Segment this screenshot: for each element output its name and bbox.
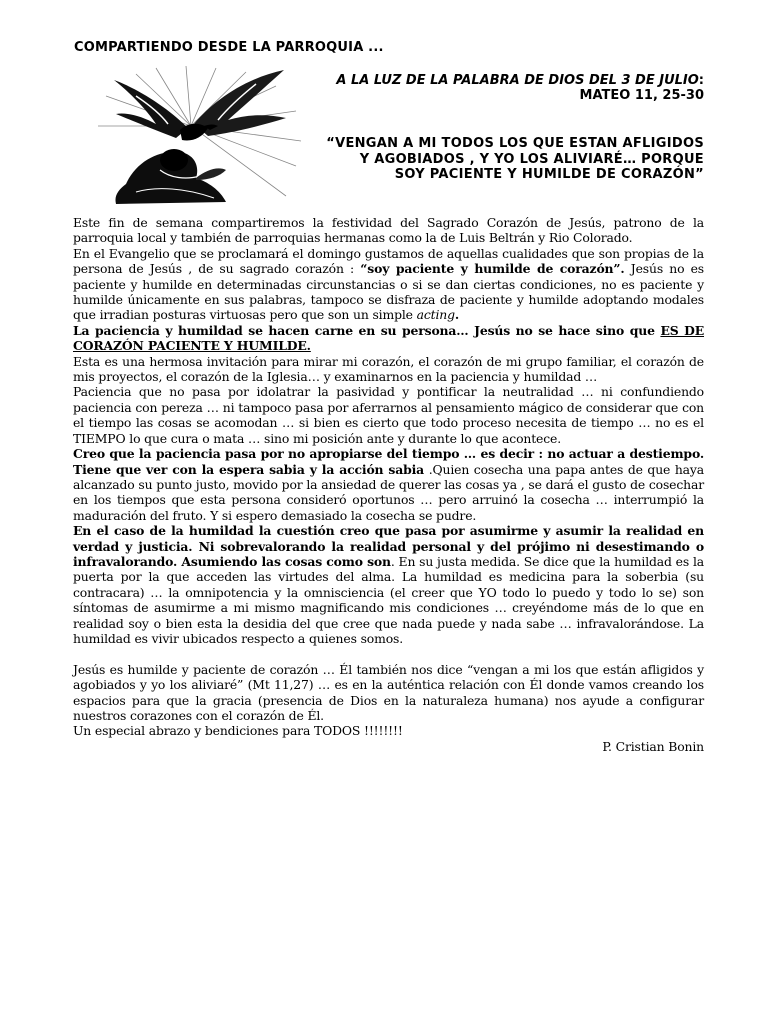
reading-colon: : <box>698 73 704 88</box>
paragraph-patience: Paciencia que no pasa por idolatrar la pasividad y pontificar la neutralidad … ni confundiendo paciencia con pereza … ni tampoco pasa por aferrarnos al pensamiento mágico de considerar que con el tiempo las cosas se acomodan … si bien es cierto que todo proceso necesita de tiempo … no es el TIEMPO lo que cura o mata … sino mi posición ante y durante lo que acontece. <box>73 384 704 446</box>
reading-title <box>336 73 704 88</box>
paragraph-greeting: Un especial abrazo y bendiciones para TODOS !!!!!!!! <box>73 723 403 739</box>
italic-word: acting <box>416 307 455 323</box>
quote-line: Y AGOBIADOS , Y YO LOS ALIVIARÉ… PORQUE <box>359 151 704 167</box>
quote-line: “VENGAN A MI TODOS LOS QUE ESTAN AFLIGIDOS <box>326 136 704 151</box>
signature: P. Cristian Bonin <box>602 738 704 754</box>
paragraph-text: En el Evangelio que se proclamará el domingo gustamos de aquellas cualidades que son propias de la persona de Jesús , de su sagrado corazón : <box>73 245 704 277</box>
dove-and-praying-figure-icon <box>96 66 306 210</box>
paragraph-gospel <box>73 246 704 323</box>
paragraph-time <box>73 446 704 523</box>
bold-statement: Creo que la paciencia pasa por no apropiarse del tiempo … es decir : no actuar a destiempo. Tiene que ver con la espera sabia y la acción sabia <box>73 446 704 477</box>
quote-line: SOY PACIENTE Y HUMILDE DE CORAZÓN” <box>394 167 704 182</box>
paragraph-closing: Jesús es humilde y paciente de corazón … Él también nos dice “vengan a mi los que están afligidos y agobiados y yo los aliviaré” (Mt 11,27) … es en la auténtica relación con Él donde vamos creando los espacios para que la gracia (presencia de Dios en la naturaleza humana) nos ayude a configurar nuestros corazones con el corazón de Él. <box>73 661 704 723</box>
paragraph-spacer <box>73 646 704 661</box>
paragraph-heart <box>73 323 704 354</box>
gospel-quote <box>284 136 704 183</box>
reading-title-text: A LA LUZ DE LA PALABRA DE DIOS DEL 3 DE JULIO <box>336 73 699 88</box>
page-title: COMPARTIENDO DESDE LA PARROQUIA ... <box>74 40 384 55</box>
bold-statement: La paciencia y humildad se hacen carne en su persona… Jesús no se hace sino que <box>73 322 661 338</box>
paragraph-text: .Quien cosecha una papa antes de que haya alcanzado su punto justo, movido por la ansiedad de querer las cosas ya , se dará el gusto de cosechar en los tiempos que esta persona consideró oportunos … pero arruinó la cosecha … interrumpió la maduración del fruto. Y si espero demasiado la cosecha se pudre. <box>73 461 705 523</box>
paragraph-text: . <box>454 307 460 323</box>
reading-reference: MATEO 11, 25-30 <box>579 88 704 103</box>
paragraph-invitation: Esta es una hermosa invitación para mirar mi corazón, el corazón de mi grupo familiar, el corazón de mis proyectos, el corazón de la Iglesia… y examinarnos en la paciencia y humildad … <box>73 353 704 385</box>
underlined-statement: ES DE CORAZÓN PACIENTE Y HUMILDE. <box>73 322 705 354</box>
paragraph-intro: Este fin de semana compartiremos la festividad del Sagrado Corazón de Jesús, patrono de la parroquia local y también de parroquias hermanas como la de Luis Beltrán y Rio Colorado. <box>73 215 704 246</box>
article-body <box>73 215 704 754</box>
bold-quote: “soy paciente y humilde de corazón”. <box>360 261 625 277</box>
paragraph-text: Jesús no es paciente y humilde en determinadas circunstancias o si se dan ciertas condiciones, no es paciente y humilde únicamente en sus palabras, tampoco se disfraza de paciente y humilde adoptando modales que irradian posturas virtuosas pero que son un simple <box>73 261 704 323</box>
paragraph-humility <box>73 523 704 646</box>
bold-statement: En el caso de la humildad la cuestión creo que pasa por asumirme y asumir la realidad en verdad y justicia. Ni sobrevalorando la realidad personal y del prójimo ni desestimando o infravalorando. Asumiendo las cosas como son <box>73 523 704 569</box>
paragraph-text: . En su justa medida. Se dice que la humildad es la puerta por la que acceden las virtudes del alma. La humildad es medicina para la soberbia (su contracara) … la omnipotencia y la omnisciencia (el creer que YO todo lo puedo y todo lo se) son síntomas de asumirme a mi mismo magnificando mis condiciones … creyéndome más de lo que en realidad soy o bien esta la desidia del que cree que nada puede y nada sabe … infravalorándose. La humildad es vivir ubicados respecto a quienes somos. <box>73 553 704 646</box>
